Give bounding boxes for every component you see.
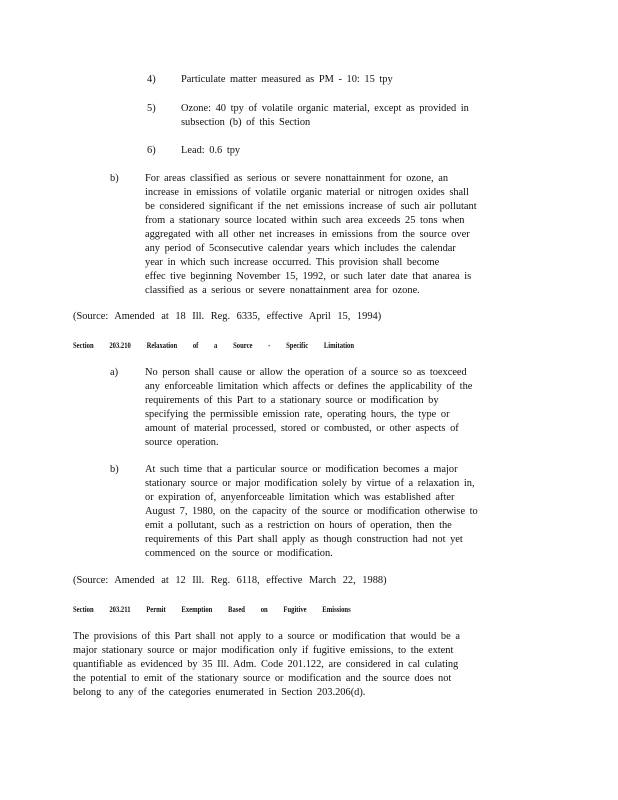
text-line: stationary source or major modification solely by virtue of a relaxation in,	[145, 478, 475, 489]
text-line: For areas classified as serious or severe nonattainment for ozone, an	[145, 173, 449, 184]
text-line: belong to any of the categories enumerated in Section 203.206(d).	[73, 687, 366, 698]
text-line: source operation.	[145, 437, 219, 448]
text-line: any period of 5consecutive calendar years which includes the calendar	[145, 243, 456, 254]
text-line: emit a pollutant, such as a restriction on hours of operation, then the	[145, 520, 452, 531]
section-heading: Section 203.210 Relaxation of a Source - Specific Limitation	[73, 340, 355, 350]
text-line: specifying the permissible emission rate, operating hours, the type or	[145, 409, 450, 420]
paragraph-b-ozone	[145, 172, 505, 298]
item-text	[181, 144, 501, 158]
text-line: increase in emissions of volatile organic material or nitrogen oxides shall	[145, 187, 469, 198]
text-line: the potential to emit of the stationary source or modification and the source does not	[73, 673, 452, 684]
text-line: Lead: 0.6 tpy	[181, 145, 241, 156]
item-text	[181, 73, 501, 87]
paragraph-a-relaxation	[145, 366, 505, 450]
text-line: from a stationary source located within such area exceeds 25 tons when	[145, 215, 465, 226]
text-line: major stationary source or major modification only if fugitive emissions, to the extent	[73, 645, 454, 656]
text-line: August 7, 1980, on the capacity of the source or modification otherwise to	[145, 506, 478, 517]
text-line: commenced on the source or modification.	[145, 548, 333, 559]
text-line: At such time that a particular source or modification becomes a major	[145, 464, 458, 475]
text-line: or expiration of, anyenforceable limitation which was established after	[145, 492, 455, 503]
text-line: The provisions of this Part shall not apply to a source or modification that would be a	[73, 631, 460, 642]
text-line: be considered significant if the net emissions increase of such air pollutant	[145, 201, 477, 212]
text-line: requirements of this Part to a stationary source or modification by	[145, 395, 439, 406]
text-line: Ozone: 40 tpy of volatile organic material, except as provided in	[181, 103, 469, 114]
paragraph-label: b)	[110, 173, 119, 184]
text-line: subsection (b) of this Section	[181, 117, 311, 128]
text-line: No person shall cause or allow the operation of a source so as toexceed	[145, 367, 467, 378]
source-note: (Source: Amended at 18 Ill. Reg. 6335, effective April 15, 1994)	[73, 311, 382, 322]
text-line: year in which such increase occurred. This provision shall become	[145, 257, 440, 268]
text-line: Particulate matter measured as PM - 10: 15 tpy	[181, 74, 393, 85]
item-number: 5)	[147, 103, 156, 114]
paragraph-label: b)	[110, 464, 119, 475]
text-line: effec tive beginning November 15, 1992, or such later date that anarea is	[145, 271, 472, 282]
item-number: 6)	[147, 145, 156, 156]
item-text	[181, 102, 501, 130]
section-heading: Section 203.211 Permit Exemption Based on Fugitive Emissions	[73, 604, 351, 614]
paragraph-b-relaxation	[145, 463, 505, 561]
paragraph-label: a)	[110, 367, 119, 378]
paragraph-fugitive-emissions	[73, 630, 485, 700]
text-line: requirements of this Part shall apply as though construction had not yet	[145, 534, 463, 545]
text-line: classified as a serious or severe nonattainment area for ozone.	[145, 285, 420, 296]
source-note: (Source: Amended at 12 Ill. Reg. 6118, effective March 22, 1988)	[73, 575, 387, 586]
text-line: any enforceable limitation which affects or defines the applicability of the	[145, 381, 473, 392]
text-line: quantifiable as evidenced by 35 Ill. Adm. Code 201.122, are considered in cal culating	[73, 659, 459, 670]
text-line: amount of material processed, stored or combusted, or other aspects of	[145, 423, 459, 434]
item-number: 4)	[147, 74, 156, 85]
text-line: aggregated with all other net increases in emissions from the source over	[145, 229, 470, 240]
